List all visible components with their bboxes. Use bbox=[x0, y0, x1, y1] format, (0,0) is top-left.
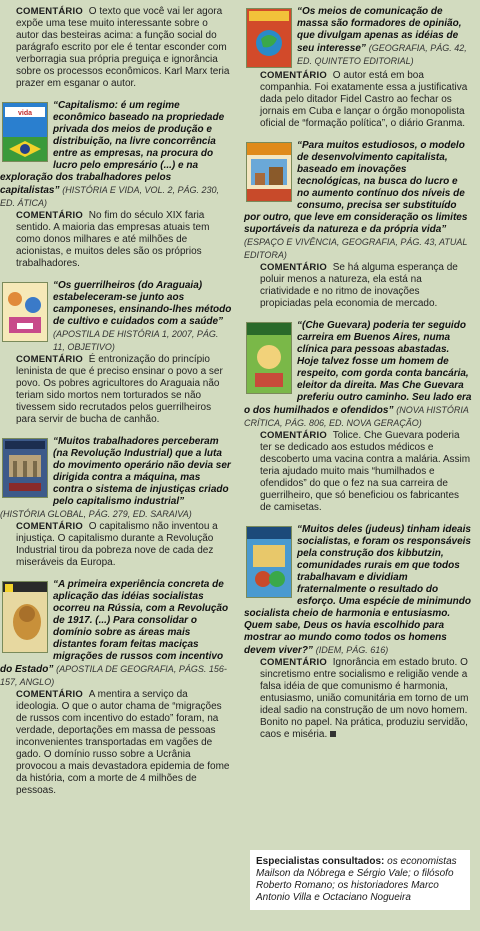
book-cover-icon bbox=[246, 526, 292, 598]
comment-tag: COMENTÁRIO bbox=[260, 262, 330, 273]
book-cover-icon bbox=[246, 322, 292, 394]
comment-text: O autor está em boa companhia. Foi exatamente essa a justificativa dada pelo ditador Fidel Castro ao fechar os jornais em Cuba e lançar o órgão monopolista oficial de “formação política”, o diário Granma. bbox=[260, 70, 468, 129]
comment-text: Tolice. Che Guevara poderia ter se dedicado aos estudos médicos e descoberto uma vacina contra a malária. Assim teria ajudado muito mais “humilhados e ofendidos” do que o fez na sua carreira de guerrilheiro, que só beneficiou os fabricantes de camisetas. bbox=[260, 430, 471, 513]
right-column bbox=[244, 0, 476, 751]
comment-tag: COMENTÁRIO bbox=[16, 6, 86, 17]
textbook-entry bbox=[244, 524, 476, 741]
comment-tag: COMENTÁRIO bbox=[260, 430, 330, 441]
quote-text: “Muitos deles (judeus) tinham ideais socialistas, e foram os responsáveis pela construção dos kibbutzin, comunidades rurais em que todos trabalhavam e dividiam fraternalmente o resultado do esforço. Uma espécie de minimundo socialista cheio de harmonia e entusiasmo. Quem sabe, Deus os havia escolhido para mostrar ao mundo como todos os homens devem viver?” bbox=[244, 524, 471, 656]
comment-tag: COMENTÁRIO bbox=[260, 657, 330, 668]
comment-tag: COMENTÁRIO bbox=[16, 689, 86, 700]
textbook-entry bbox=[244, 140, 476, 310]
comment-text: Se há alguma esperança de poluir menos a natureza, ela está na criatividade e no ritmo de inovações propiciadas pela economia de mercado. bbox=[260, 262, 458, 309]
book-cover-icon bbox=[2, 102, 48, 162]
quote-text: “Os meios de comunicação de massa são formadores de opinião, que divulgam apenas as idéias de seu interesse” bbox=[297, 6, 462, 54]
comment-tag: COMENTÁRIO bbox=[16, 210, 86, 221]
comment-text: O capitalismo não inventou a injustiça. O capitalismo durante a Revolução Industrial tirou da pobreza nove de cada dez miseráveis da Europa. bbox=[16, 521, 218, 568]
book-cover-icon bbox=[246, 8, 292, 68]
comment-tag: COMENTÁRIO bbox=[260, 70, 330, 81]
source-citation: (ESPAÇO E VIVÊNCIA, GEOGRAFIA, PÁG. 43, ATUAL EDITORA) bbox=[244, 237, 468, 260]
quote-text: “(Che Guevara) poderia ter seguido carreira em Buenos Aires, numa clínica para pessoas abastadas. Hoje talvez fosse um homem de respeito, com gorda conta bancária, eleitor da direita. Mas Che Guevara preferiu outro caminho. Seu lado era o dos humilhados e ofendidos” bbox=[244, 320, 472, 416]
svg-text:vida: vida bbox=[17, 110, 33, 117]
source-citation: (NOVA HISTÓRIA CRÍTICA, PÁG. 806, ED. NOVA GERAÇÃO) bbox=[244, 405, 469, 428]
source-citation: (HISTÓRIA E VIDA, VOL. 2, PÁG. 230, ED. ÁTICA) bbox=[0, 185, 219, 208]
comment-text: Ignorância em estado bruto. O sincretismo entre socialismo e religião vende a falsa idéia de que comunismo é harmonia, entusiasmo, união comunitária em torno de um ideal sadio na construção de um novo homem. Bonito no papel. Na prática, produziu servidão, caos e miséria. bbox=[260, 657, 469, 740]
source-citation: (IDEM, PÁG. 616) bbox=[315, 645, 389, 655]
textbook-entry bbox=[244, 6, 476, 130]
source-citation: (GEOGRAFIA, PÁG. 42, ED. QUINTETO EDITORIAL) bbox=[297, 43, 467, 66]
book-cover-icon bbox=[2, 282, 48, 342]
quote-text: “Capitalismo: é um regime econômico baseado na propriedade privada dos meios de produção e distribuição, na livre concorrência entre as empresas, na procura do lucro pelo empresário (...) e na exploração dos trabalhadores pelos capitalistas” bbox=[0, 100, 225, 196]
book-cover-icon bbox=[2, 581, 48, 653]
comment-tag: COMENTÁRIO bbox=[16, 521, 86, 532]
intro-comment bbox=[0, 0, 236, 94]
quote-text: “Os guerrilheiros (do Araguaia) estabeleceram-se junto aos camponeses, ensinando-lhes método de cultivo e cuidados com a saúde” bbox=[53, 280, 232, 327]
experts-list: os economistas Mailson da Nóbrega e Sérgio Vale; o filósofo Roberto Romano; os historiadores Marco Antonio Villa e Octaciano Nogueira bbox=[256, 856, 457, 903]
textbook-entry bbox=[0, 436, 236, 569]
source-citation: (APOSTILA DE GEOGRAFIA, PÁGS. 156-157, ANGLO) bbox=[0, 664, 227, 687]
textbook-entry bbox=[0, 280, 236, 426]
comment-tag: COMENTÁRIO bbox=[16, 354, 86, 365]
experts-box bbox=[250, 850, 470, 910]
book-cover-icon bbox=[2, 438, 48, 498]
quote-text: “Para muitos estudiosos, o modelo de desenvolvimento capitalista, baseado em inovações tecnológicas, na busca do lucro e no aumento contínuo dos níveis de consumo, precisa ser substituído por outro, que leve em consideração os limites suportáveis da natureza e da própria vida” bbox=[244, 140, 468, 235]
book-cover-icon bbox=[246, 142, 292, 202]
comment-text: A mentira a serviço da ideologia. O que o autor chama de “migrações de russos com incentivo do estado” foram, na verdade, deportações em massa de pessoas inconvenientes transportadas em vagões de gado. O domínio russo sobre a Ucrânia provocou a mais devastadora epidemia de fome da história, com a morte de 4 milhões de pessoas. bbox=[16, 689, 230, 796]
comment-text: É entronização do princípio leninista de que é preciso ensinar o povo a ser povo. Os pobres agricultores do Araguaia não teriam sido mortos nem torturados se não tivessem sido recrutados pelos guerrilheiros para servir de bucha de canhão. bbox=[16, 354, 223, 425]
textbook-entry bbox=[0, 100, 236, 270]
left-column bbox=[0, 0, 236, 807]
end-mark-icon bbox=[330, 731, 336, 737]
comment-text: No fim do século XIX faria sentido. A maioria das empresas atuais tem como donos milhares e até milhões de acionistas, e muitos deles são os próprios trabalhadores. bbox=[16, 210, 210, 269]
textbook-entry bbox=[244, 320, 476, 514]
experts-heading: Especialistas consultados: bbox=[256, 856, 385, 867]
comment-text: O texto que você vai ler agora expõe uma tese muito interessante sobre o autor das besteiras acima: a função social do parágrafo escrito por ele é tentar esconder com verborragia sua própria preguiça e ignorância sobre os processos econômicos. Karl Marx teria prazer em esganar o autor. bbox=[16, 6, 230, 89]
textbook-entry bbox=[0, 579, 236, 797]
source-citation: (APOSTILA DE HISTÓRIA 1, 2007, PÁG. 11, OBJETIVO) bbox=[53, 329, 219, 352]
source-citation: (HISTÓRIA GLOBAL, PÁG. 279, ED. SARAIVA) bbox=[0, 509, 192, 519]
quote-text: “Muitos trabalhadores perceberam (na Revolução Industrial) que a luta do movimento operário não devia ser dirigida contra a máquina, mas contra o sistema de injustiças criado pelo capitalismo industrial” bbox=[53, 436, 231, 507]
quote-text: “A primeira experiência concreta de aplicação das idéias socialistas ocorreu na Rússia, com a Revolução de 1917. (...) Para consolidar o domínio sobre as áreas mais distantes foram feitas maciças migrações de russos com incentivo do Estado” bbox=[0, 579, 229, 675]
